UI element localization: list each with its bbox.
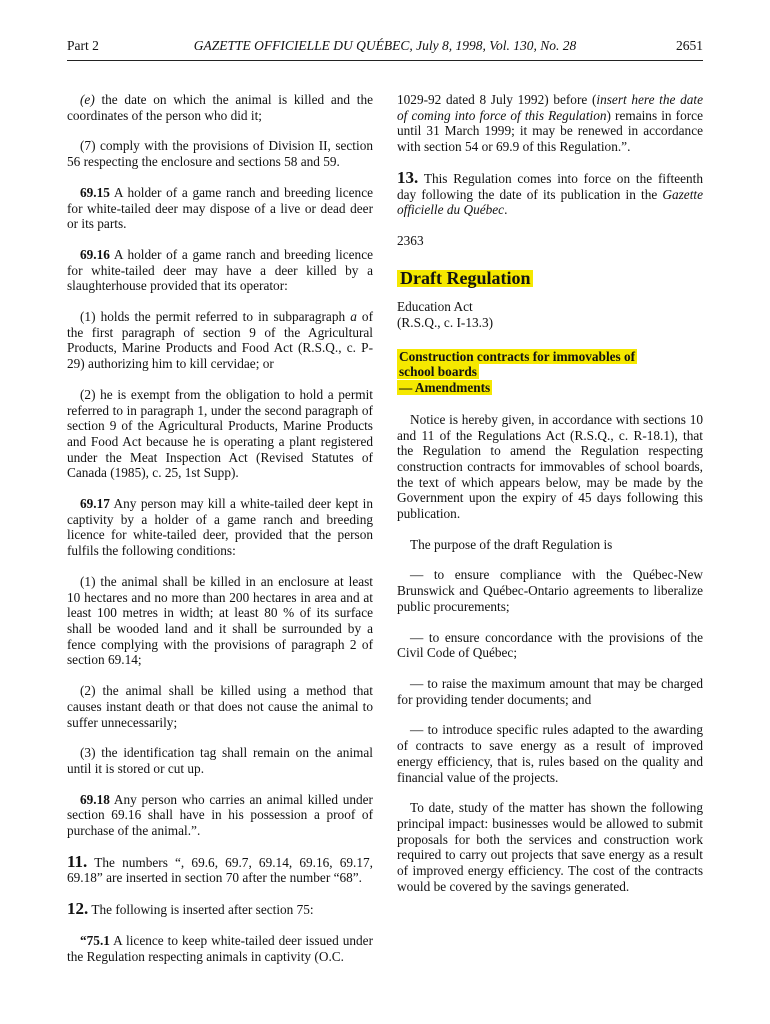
subject-heading — [397, 349, 703, 396]
section-text: A holder of a game ranch and breeding licence for white-tailed deer may dispose of a live or dead deer or its parts. — [67, 184, 373, 232]
right-column — [397, 92, 703, 909]
paragraph-italic: a — [350, 309, 357, 325]
reference-number: 2363 — [397, 232, 424, 248]
section-text: A holder of a game ranch and breeding licence for white-tailed deer may have a deer killed by a slaughterhouse provided that its operator: — [67, 246, 373, 294]
section-69-17 — [67, 496, 373, 559]
article-text: . — [504, 202, 508, 218]
paragraph-italic: insert here the date of coming into force of this Regulation — [397, 92, 703, 123]
draft-title: Draft Regulation — [397, 270, 533, 288]
subject-line: Construction contracts for immovables of — [399, 348, 636, 364]
section-number: 69.17 — [80, 496, 110, 512]
section-75-1 — [67, 933, 373, 964]
section-number: “75.1 — [80, 932, 110, 948]
article-number: 12. — [67, 899, 89, 919]
section-text: Any person may kill a white-tailed deer kept in captivity by a holder of a game ranch and breeding licence for white-tailed deer, provided that the person fulfils the following conditions: — [67, 496, 373, 559]
paragraph: — to introduce specific rules adapted to the awarding of contracts to save energy as a result of improved energy efficiency, that is, rules based on the quality and financial value of the projects. — [397, 722, 703, 785]
article-text: The following is inserted after section 75: — [88, 902, 314, 918]
paragraph — [67, 92, 373, 123]
draft-regulation-heading — [397, 264, 703, 300]
paragraph: (7) comply with the provisions of Division II, section 56 respecting the enclosure and sections 58 and 59. — [67, 138, 373, 170]
section-69-18 — [67, 792, 373, 839]
article-text: This Regulation comes into force on the fifteenth day following the date of its publication in the — [397, 170, 703, 202]
page-number: 2651 — [676, 38, 703, 53]
section-69-16 — [67, 247, 373, 294]
article-text: The numbers “, 69.6, 69.7, 69.14, 69.16, 69.17, 69.18” are inserted in section 70 after the number “68”. — [67, 854, 373, 886]
act-reference — [397, 299, 703, 330]
section-number: 69.18 — [80, 791, 110, 807]
paragraph: — to ensure compliance with the Québec-New Brunswick and Québec-Ontario agreements to liberalize public procurements; — [397, 567, 703, 614]
left-column — [67, 92, 373, 979]
part-label: Part 2 — [67, 38, 99, 53]
paragraph-text: the date on which the animal is killed and the coordinates of the person who did it; — [67, 92, 373, 123]
gazette-name: Gazette officielle du Québec — [397, 186, 703, 218]
act-ref: (R.S.Q., c. I-13.3) — [397, 315, 494, 331]
article-11 — [67, 851, 373, 886]
paragraph: Notice is hereby given, in accordance with sections 10 and 11 of the Regulations Act (R.S.Q., c. R-18.1), that the Regulation to amend the Regulation respecting construction contracts for immovables of school boards, the text of which appears below, may be made by the Government upon the expiry of 45 days following this publication. — [397, 411, 703, 522]
section-text: Any person who carries an animal killed under section 69.16 shall have in his possession a proof of purchase of the animal.”. — [67, 791, 373, 839]
paragraph: To date, study of the matter has shown the following principal impact: businesses would be allowed to submit proposals for both the services and construction work required to carry out projects that save energy as a result of improved energy efficiency. The cost of the contracts would be covered by the savings generated. — [397, 800, 703, 894]
paragraph-text: ) remains in force until 31 March 1999; it may be renewed in accordance with section 54 or 69.9 of this Regulation.”. — [397, 107, 703, 155]
paragraph: The purpose of the draft Regulation is — [410, 536, 613, 552]
paragraph: (2) he is exempt from the obligation to hold a permit referred to in paragraph 1, under the second paragraph of section 9 of the Agricultural Products, Marine Products and Food Act because he is operating a plant registered under the Meat Inspection Act (Revised Statutes of Canada (1985), c. 25, 1st Supp). — [67, 386, 373, 481]
section-number: 69.16 — [80, 246, 110, 262]
paragraph-text: of the first paragraph of section 9 of the Agricultural Products, Marine Products and Food Act (R.S.Q., c. P-29) authorizing him to kill cervidae; or — [67, 309, 374, 372]
paragraph-label: (e) — [80, 92, 95, 107]
paragraph-text: 1029-92 dated 8 July 1992) before ( — [397, 92, 597, 107]
section-69-15 — [67, 185, 373, 232]
article-number: 13. — [397, 167, 419, 187]
subject-line: school boards — [399, 364, 477, 380]
paragraph-text: (1) holds the permit referred to in subparagraph — [80, 309, 351, 325]
paragraph: — to ensure concordance with the provisions of the Civil Code of Québec; — [397, 629, 703, 661]
subject-line: — Amendments — [399, 380, 491, 396]
paragraph — [397, 92, 703, 155]
paragraph: (3) the identification tag shall remain on the animal until it is stored or cut up. — [67, 745, 373, 776]
article-13 — [397, 167, 703, 218]
paragraph: (1) the animal shall be killed in an enclosure at least 10 hectares and no more than 200 hectares in area and at least 100 metres in width; at least 80 % of its surface shall be wooded land and it shall be surrounded by a fence complying with the provisions of paragraph 2 of section 69.14; — [67, 573, 373, 668]
article-number: 11. — [67, 851, 88, 871]
paragraph — [67, 309, 373, 372]
section-number: 69.15 — [80, 184, 110, 200]
gazette-title: GAZETTE OFFICIELLE DU QUÉBEC, July 8, 1998, Vol. 130, No. 28 — [193, 38, 577, 53]
page-header — [67, 38, 703, 61]
article-12 — [67, 901, 373, 918]
section-text: A licence to keep white-tailed deer issued under the Regulation respecting animals in captivity (O.C. — [67, 932, 373, 964]
act-name: Education Act — [397, 299, 473, 315]
paragraph: — to raise the maximum amount that may be charged for providing tender documents; and — [397, 675, 703, 707]
paragraph: (2) the animal shall be killed using a method that causes instant death or that does not cause the animal to suffer unnecessarily; — [67, 683, 373, 730]
